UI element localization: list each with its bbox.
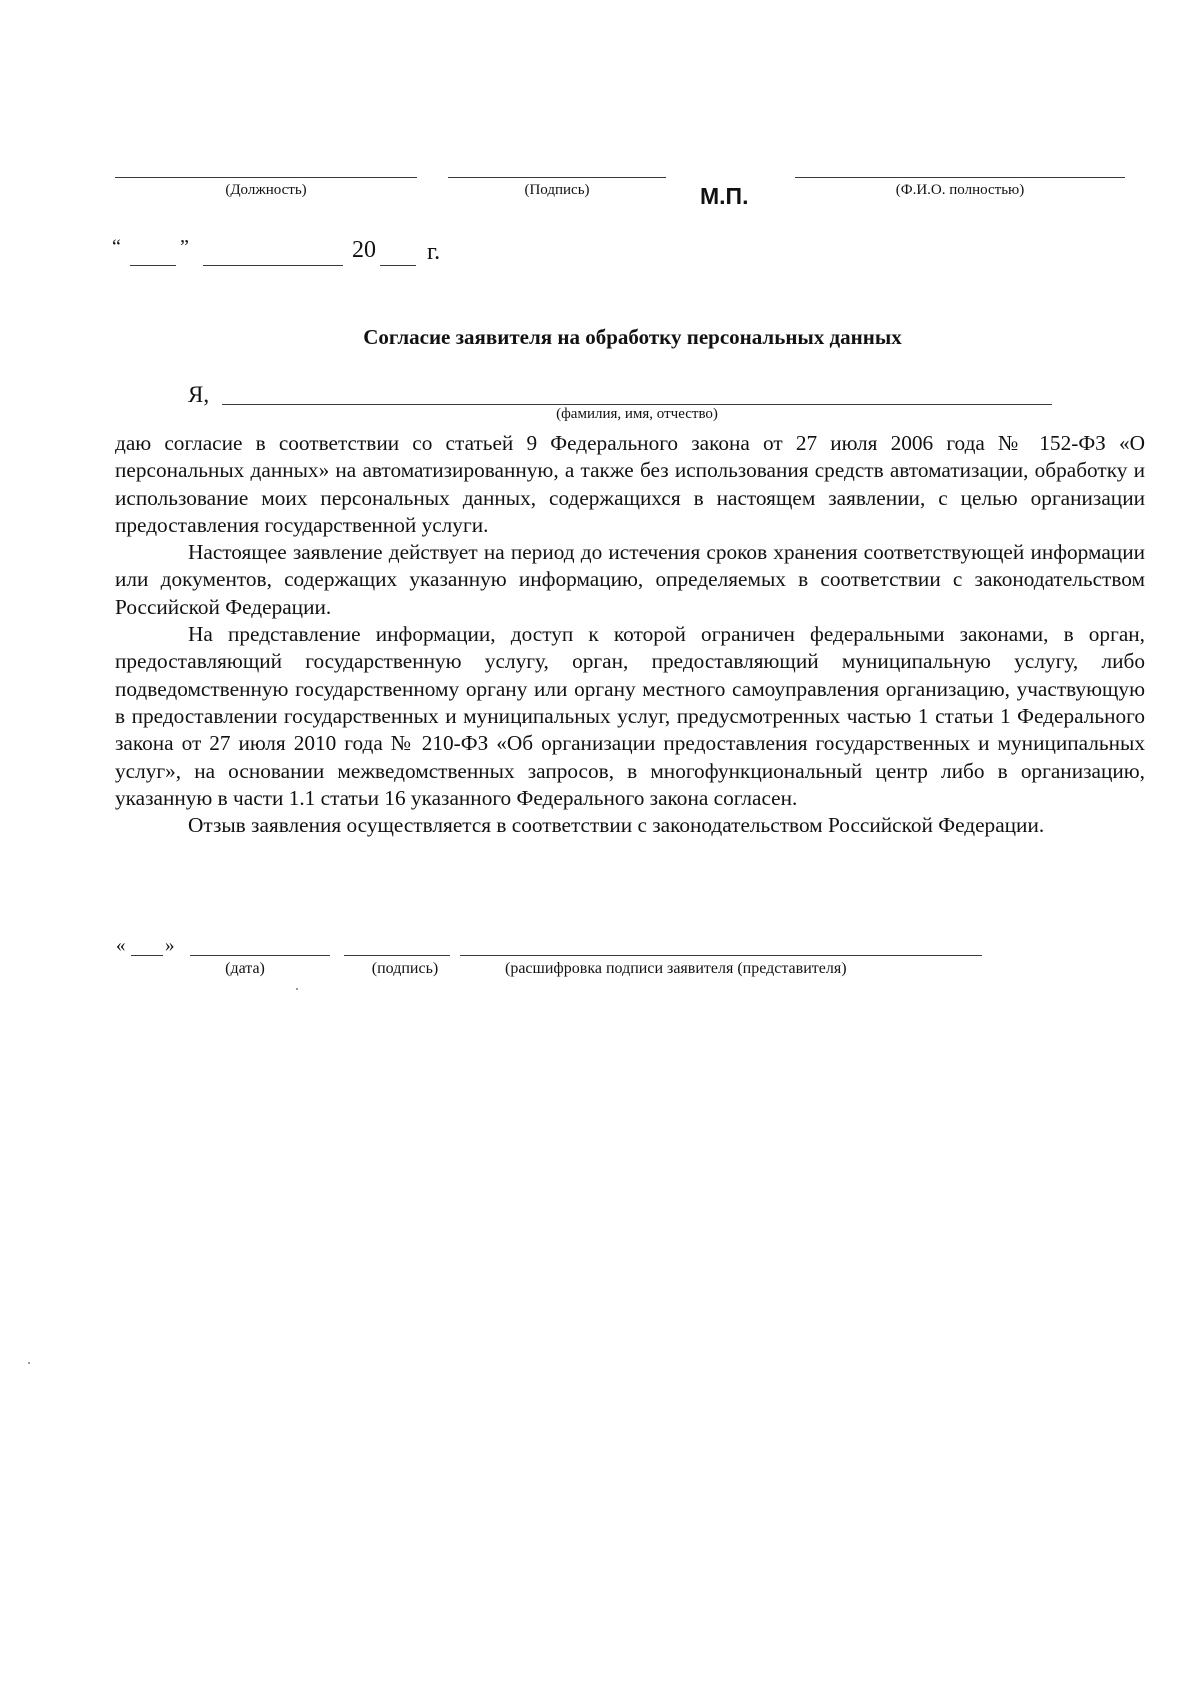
footer-signature-caption: (подпись) — [371, 960, 439, 977]
document-title: Согласие заявителя на обработку персональных данных — [363, 325, 902, 349]
header-signature-caption: (Подпись) — [524, 182, 590, 198]
date-close-quote: ” — [180, 236, 189, 258]
date-year-line — [380, 265, 416, 266]
applicant-name-line — [222, 404, 1052, 405]
fio-line — [795, 177, 1125, 178]
consent-paragraph-1: даю согласие в соответствии со статьей 9 Федерального закона от 27 июля 2006 года № 152-ФЗ «О персональных данных» на автоматизированную, а также без использования средств автоматизации, обработку и использование моих персональных данных, содержащихся в настоящем заявлении, с целью организации предоставления государственной услуги. — [115, 431, 1145, 537]
position-caption: (Должность) — [225, 182, 307, 198]
scan-speck — [28, 1362, 30, 1364]
position-line — [115, 177, 417, 178]
stamp-label: М.П. — [700, 183, 749, 209]
applicant-name-caption: (фамилия, имя, отчество) — [556, 406, 718, 422]
date-day-line — [130, 265, 176, 266]
footer-date-open-quote: « — [116, 935, 126, 956]
consent-paragraph-3: На представление информации, доступ к которой ограничен федеральными законами, в орган, предоставляющий государственную услугу, орган, предоставляющий муниципальную услугу, либо подведомственную государственному органу или органу местного самоуправления организацию, участвующую в предоставлении государственных и муниципальных услуг, предусмотренных частью 1 статьи 1 Федерального закона от 27 июля 2010 года № 210-ФЗ «Об организации предоставления государственных и муниципальных услуг», на основании межведомственных запросов, в многофункциональный центр либо в организацию, указанную в части 1.1 статьи 16 указанного Федерального закона согласен. — [115, 622, 1145, 810]
footer-date-close-quote: » — [165, 935, 175, 956]
date-month-line — [203, 265, 343, 266]
date-year-suffix: г. — [427, 239, 441, 265]
header-signature-line — [448, 177, 666, 178]
date-year-prefix: 20 — [352, 237, 376, 263]
footer-decoding-line — [460, 955, 982, 956]
footer-date-caption: (дата) — [225, 960, 265, 977]
consent-paragraph-4: Отзыв заявления осуществляется в соответствии с законодательством Российской Федерации. — [188, 813, 1045, 838]
scan-speck — [296, 988, 298, 990]
footer-day-line — [131, 955, 163, 956]
footer-decoding-caption: (расшифровка подписи заявителя (представителя) — [505, 960, 847, 977]
footer-date-line — [190, 955, 330, 956]
consent-paragraph-2: Настоящее заявление действует на период до истечения сроков хранения соответствующей информации или документов, содержащих указанную информацию, определяемых в соответствии с законодательством Российской Федерации. — [115, 540, 1145, 619]
consent-body — [115, 430, 1145, 839]
applicant-prefix: Я, — [188, 382, 210, 407]
fio-caption: (Ф.И.О. полностью) — [895, 182, 1025, 198]
date-open-quote: “ — [112, 236, 121, 258]
footer-signature-line — [344, 955, 450, 956]
